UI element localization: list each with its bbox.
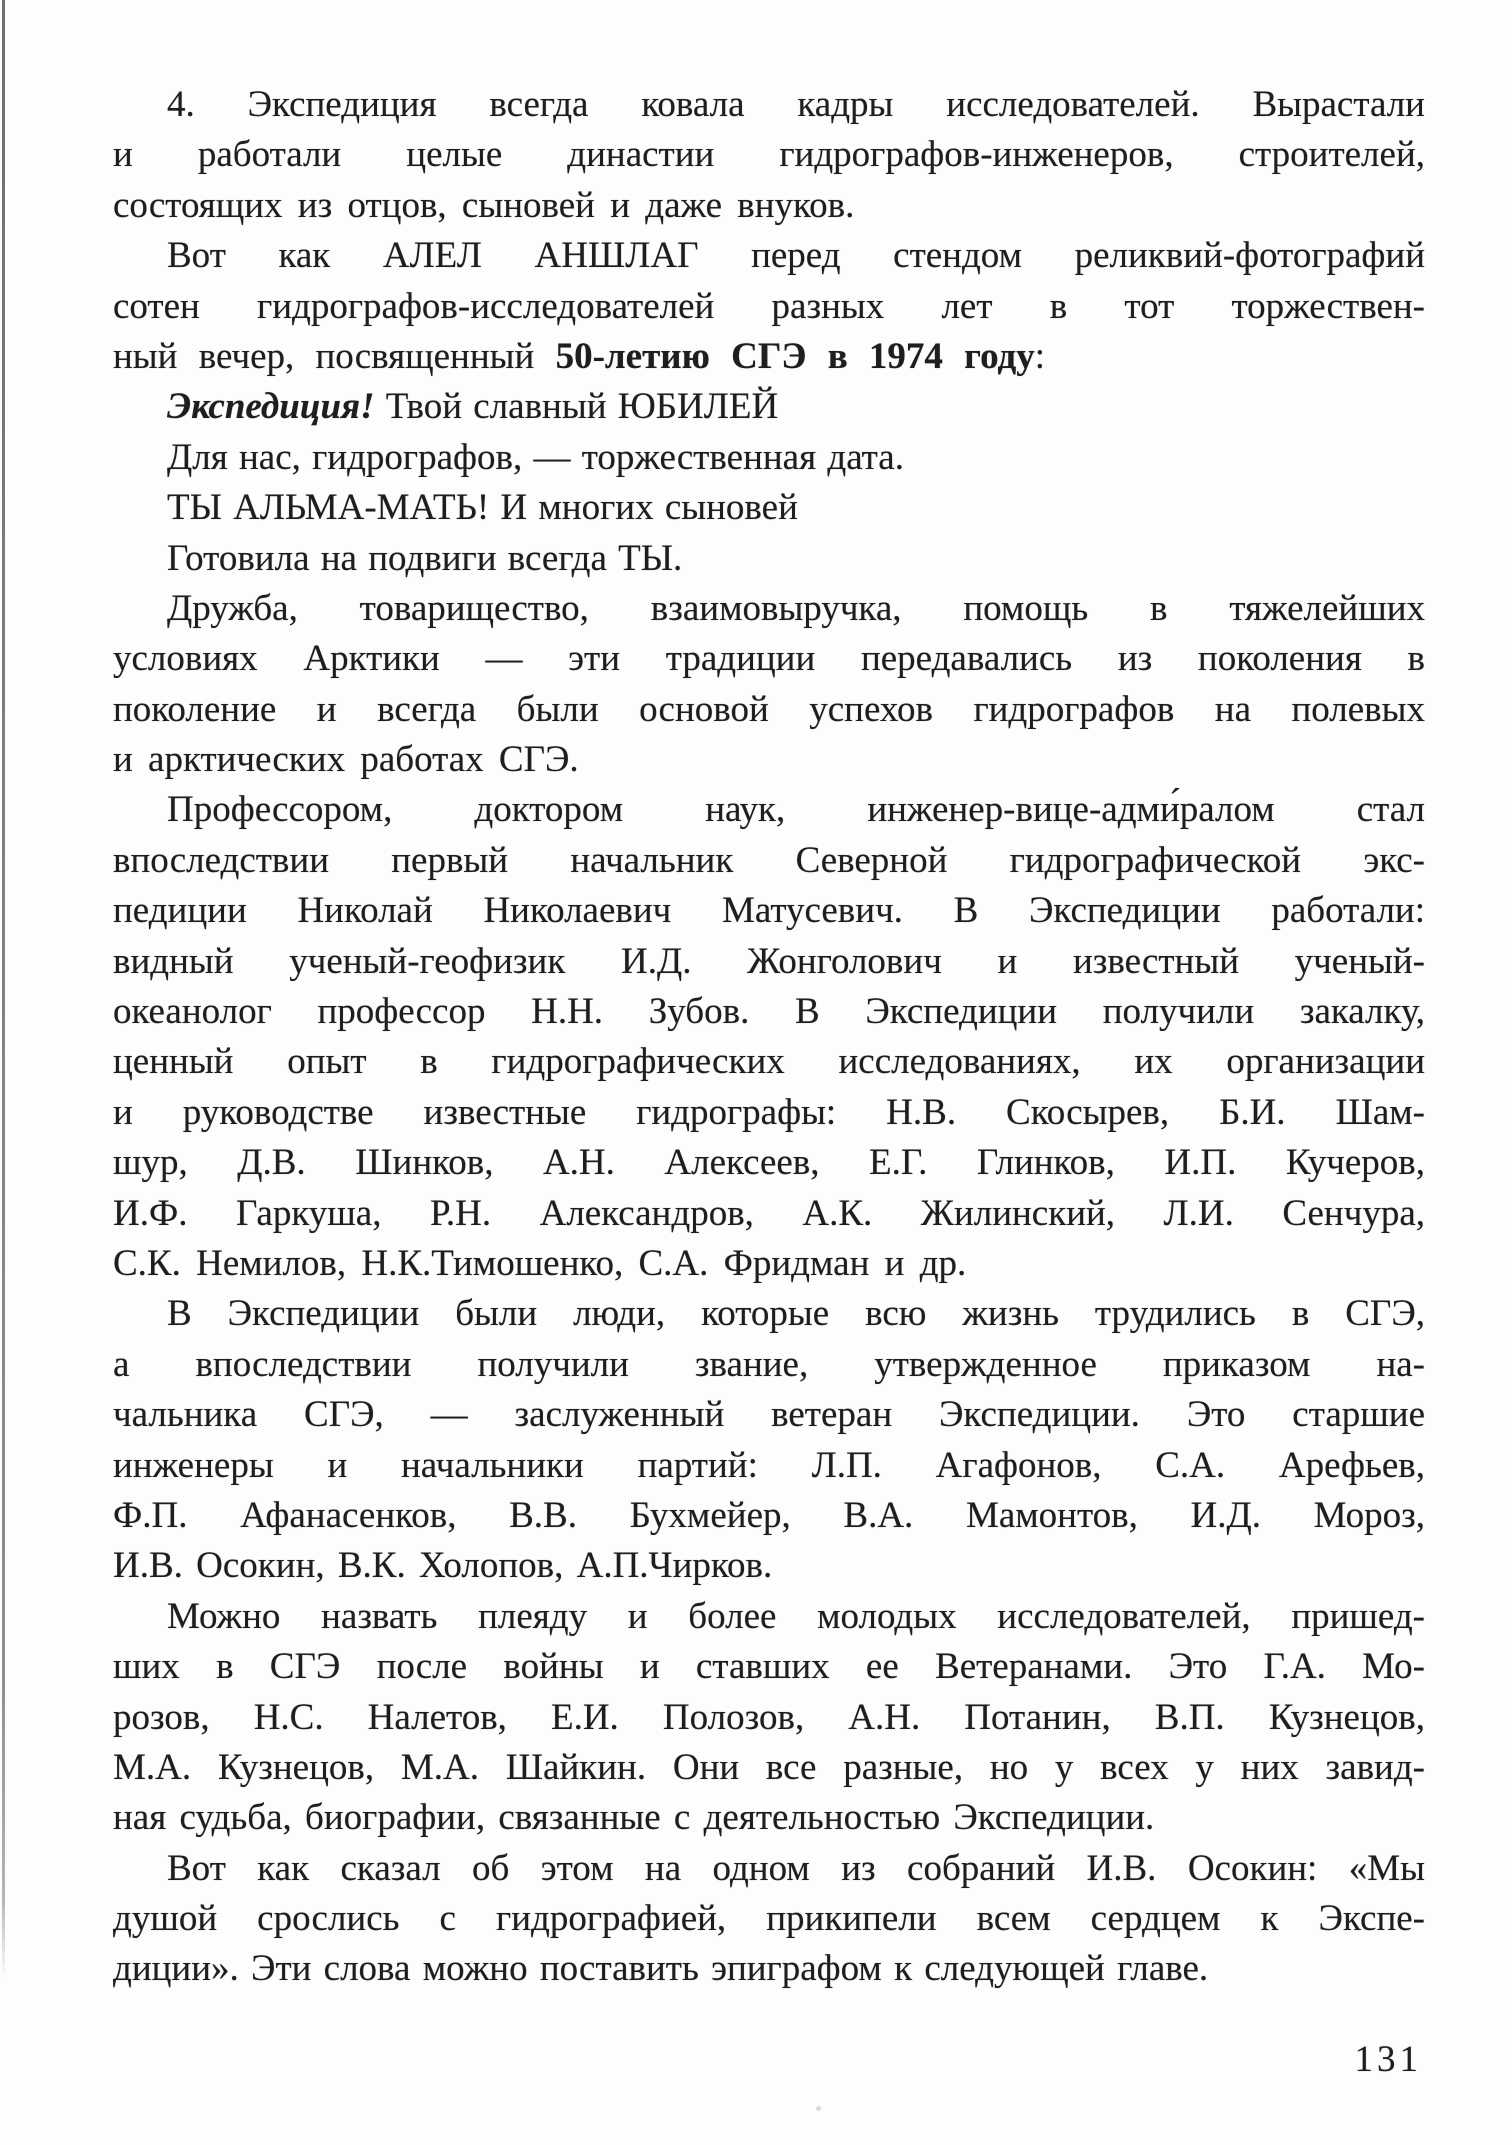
text-line [113,282,1425,332]
page-text-block [113,80,1425,1995]
text-line [113,1541,1425,1591]
text-segment: С.К. Немилов, Н.К.Тимошенко, С.А. Фридман и др. [113,1242,967,1284]
text-segment: поколение и всегда были основой успехов гидрографов на полевых [113,688,1425,730]
text-line [113,735,1425,785]
text-line [113,685,1425,735]
text-segment: Профессором, доктором наук, инженер-вице-адми́ралом стал [167,789,1425,831]
text-segment: Вот как сказал об этом на одном из собраний И.В. Осокин: «Мы [167,1847,1425,1889]
text-segment: и руководстве известные гидрографы: Н.В. Скосырев, Б.И. Шам- [113,1091,1425,1133]
text-segment: и арктических работах СГЭ. [113,739,579,781]
text-segment: а впоследствии получили звание, утвержденное приказом на- [113,1343,1425,1385]
scan-edge-artifact [2,0,5,1978]
text-line [113,1340,1425,1390]
text-segment: педиции Николай Николаевич Матусевич. В Экспедиции работали: [113,890,1425,932]
text-line [113,886,1425,936]
text-line [113,1592,1425,1642]
text-line [113,1944,1425,1994]
text-segment: океанолог профессор Н.Н. Зубов. В Экспедиции получили закалку, [113,991,1425,1033]
text-segment: 50-летию СГЭ в 1974 году [555,335,1035,377]
text-line [113,382,1425,432]
text-line [113,634,1425,684]
text-segment: душой срослись с гидрографией, прикипели всем сердцем к Экспе- [113,1898,1425,1940]
text-segment: Экспедиция! [167,386,375,428]
text-line [113,130,1425,180]
page-number: 131 [1354,2039,1422,2080]
text-segment: ценный опыт в гидрографических исследованиях, их организации [113,1041,1425,1083]
text-line [113,1642,1425,1692]
text-segment: ших в СГЭ после войны и ставших ее Ветеранами. Это Г.А. Мо- [113,1646,1425,1688]
text-line [113,584,1425,634]
text-line [113,231,1425,281]
text-segment: ная судьба, биографии, связанные с деятельностью Экспедиции. [113,1797,1155,1839]
text-segment: диции». Эти слова можно поставить эпиграфом к следующей главе. [113,1948,1209,1990]
text-line [113,1088,1425,1138]
text-segment: Вот как АЛЕЛ АНШЛАГ перед стендом реликвий-фотографий [167,235,1425,277]
text-line [113,987,1425,1037]
text-segment: состоящих из отцов, сыновей и даже внуков. [113,184,855,226]
text-line [113,332,1425,382]
text-segment: В Экспедиции были люди, которые всю жизнь трудились в СГЭ, [167,1293,1425,1335]
text-segment: И.В. Осокин, В.К. Холопов, А.П.Чирков. [113,1545,773,1587]
text-segment: Ф.П. Афанасенков, В.В. Бухмейер, В.А. Мамонтов, И.Д. Мороз, [113,1494,1425,1536]
text-line [113,1189,1425,1239]
text-line [113,80,1425,130]
text-segment: ный вечер, посвященный [113,335,556,377]
text-segment: Для нас, гидрографов, — торжественная дата. [167,436,904,478]
text-line [113,1793,1425,1843]
text-line [113,1844,1425,1894]
text-line [113,483,1425,533]
text-line [113,433,1425,483]
text-segment: Твой славный ЮБИЛЕЙ [374,386,779,428]
text-line [113,181,1425,231]
text-line [113,937,1425,987]
text-line [113,1289,1425,1339]
text-segment: И.Ф. Гаркуша, Р.Н. Александров, А.К. Жилинский, Л.И. Сенчура, [113,1192,1425,1234]
text-line [113,534,1425,584]
text-segment: М.А. Кузнецов, М.А. Шайкин. Они все разные, но у всех у них завид- [113,1746,1425,1788]
text-segment: 4. Экспедиция всегда ковала кадры исследователей. Вырастали [167,84,1425,125]
text-segment: условиях Арктики — эти традиции передавались из поколения в [113,638,1425,680]
text-segment: Дружба, товарищество, взаимовыручка, помощь в тяжелейших [167,587,1425,629]
text-line [113,1037,1425,1087]
text-segment: впоследствии первый начальник Северной гидрографической экс- [113,839,1425,881]
scan-speck [816,2106,821,2111]
text-line [113,836,1425,886]
text-line [113,1441,1425,1491]
text-segment: Можно назвать плеяду и более молодых исследователей, пришед- [167,1595,1425,1637]
text-segment: видный ученый-геофизик И.Д. Жонголович и известный ученый- [113,940,1425,982]
text-line [113,1138,1425,1188]
text-line [113,1239,1425,1289]
text-line [113,1894,1425,1944]
text-segment: чальника СГЭ, — заслуженный ветеран Экспедиции. Это старшие [113,1394,1425,1436]
text-segment: инженеры и начальники партий: Л.П. Агафонов, С.А. Арефьев, [113,1444,1425,1486]
text-segment: шур, Д.В. Шинков, А.Н. Алексеев, Е.Г. Глинков, И.П. Кучеров, [113,1142,1425,1184]
text-line [113,1390,1425,1440]
text-segment: сотен гидрографов-исследователей разных лет в тот торжествен- [113,285,1425,327]
text-segment: ТЫ АЛЬМА-МАТЬ! И многих сыновей [167,487,798,529]
text-line [113,1743,1425,1793]
text-segment: Готовила на подвиги всегда ТЫ. [167,537,683,579]
text-segment: розов, Н.С. Налетов, Е.И. Полозов, А.Н. Потанин, В.П. Кузнецов, [113,1696,1425,1738]
text-segment: и работали целые династии гидрографов-инженеров, строителей, [113,134,1425,176]
text-line [113,1693,1425,1743]
text-line [113,785,1425,835]
text-line [113,1491,1425,1541]
text-segment: : [1034,335,1045,377]
